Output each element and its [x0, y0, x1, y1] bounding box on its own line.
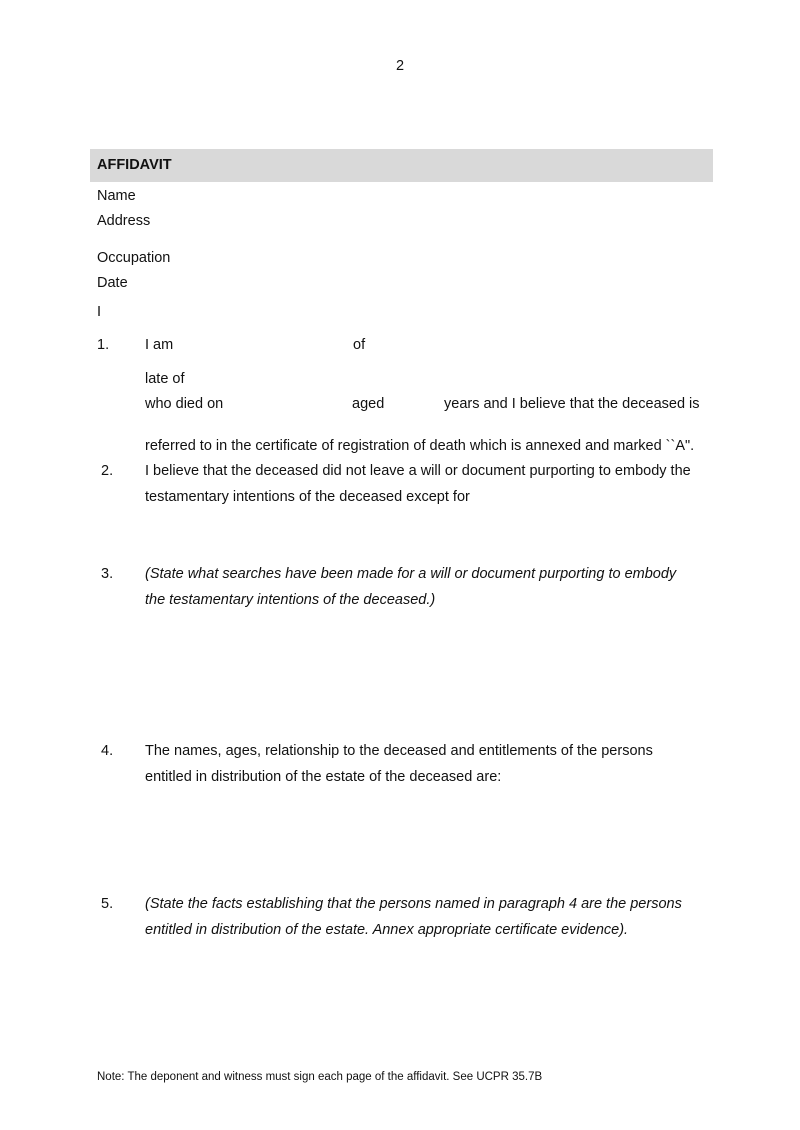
paragraph-4-line-2: entitled in distribution of the estate of the deceased are:	[145, 769, 502, 785]
paragraph-3-line-1: (State what searches have been made for a will or document purporting to embody	[145, 566, 677, 582]
paragraph-4-line-1: The names, ages, relationship to the deceased and entitlements of the persons	[145, 743, 653, 759]
paragraph-1-late-of: late of	[145, 371, 185, 387]
paragraph-1-aged: aged	[352, 396, 385, 412]
paragraph-5-line-1: (State the facts establishing that the persons named in paragraph 4 are the persons	[145, 896, 682, 912]
paragraph-3-number: 3.	[101, 566, 114, 582]
paragraph-5-number: 5.	[101, 896, 114, 912]
paragraph-4-number: 4.	[101, 743, 114, 759]
paragraph-2-number: 2.	[101, 463, 114, 479]
name-label: Name	[97, 188, 136, 204]
date-label: Date	[97, 275, 128, 291]
footer-note: Note: The deponent and witness must sign each page of the affidavit. See UCPR 35.7B	[97, 1071, 543, 1083]
paragraph-3-line-2: the testamentary intentions of the deceased.)	[145, 592, 436, 608]
paragraph-5-line-2: entitled in distribution of the estate. Annex appropriate certificate evidence).	[145, 922, 629, 938]
deponent-label: I	[97, 304, 102, 320]
paragraph-1-of: of	[353, 337, 366, 353]
paragraph-1-i-am: I am	[145, 337, 174, 353]
occupation-label: Occupation	[97, 250, 171, 266]
paragraph-1-number: 1.	[97, 337, 110, 353]
paragraph-1-referred: referred to in the certificate of registration of death which is annexed and marked ``A".	[145, 438, 695, 454]
paragraph-1-who-died-on: who died on	[145, 396, 224, 412]
paragraph-2-line-2: testamentary intentions of the deceased except for	[145, 489, 470, 505]
paragraph-2-line-1: I believe that the deceased did not leave a will or document purporting to embody the	[145, 463, 691, 479]
page-number: 2	[395, 58, 405, 74]
paragraph-1-years-text: years and I believe that the deceased is	[444, 396, 700, 412]
address-label: Address	[97, 213, 151, 229]
affidavit-header-banner	[90, 149, 713, 182]
affidavit-title: AFFIDAVIT	[97, 157, 172, 173]
